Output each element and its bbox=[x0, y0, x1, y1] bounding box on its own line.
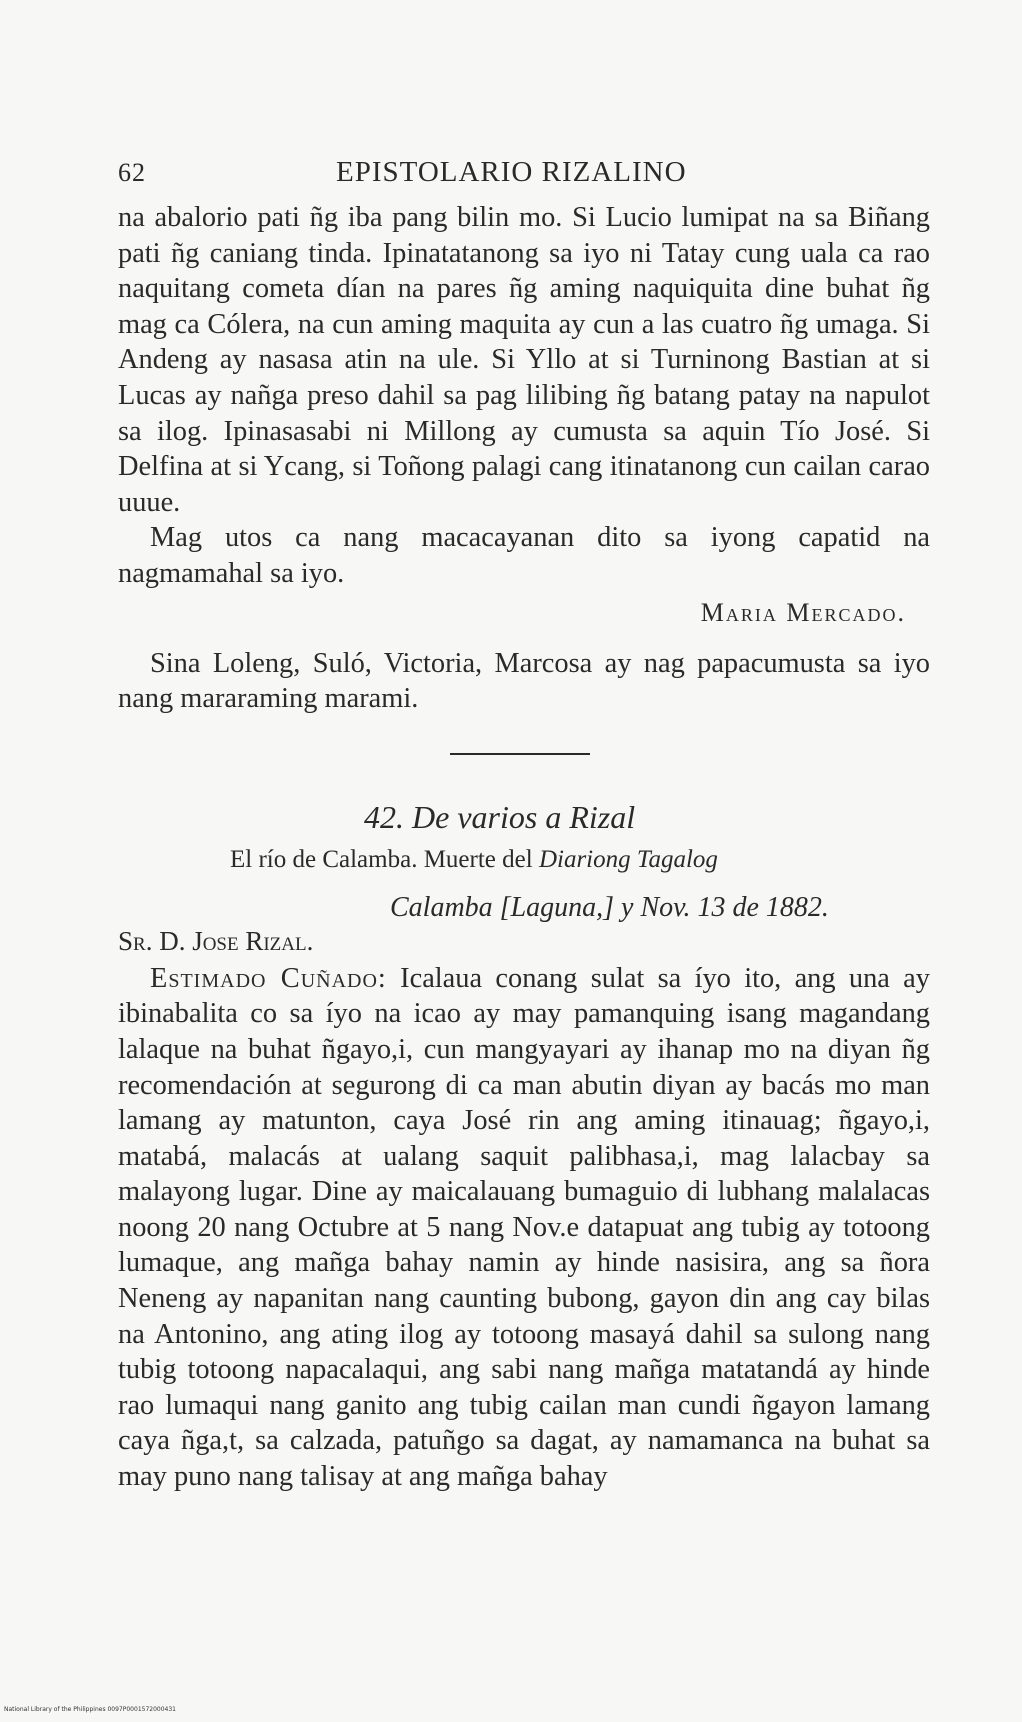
page-number: 62 bbox=[118, 158, 146, 187]
letter-42-number: 42. bbox=[364, 798, 404, 835]
letter-41-paragraph-2: Mag utos ca nang macacayanan dito sa iyong capatid na nagmamahal sa iyo. bbox=[118, 522, 930, 589]
section-divider bbox=[450, 753, 590, 755]
letter-41-postscript: Sina Loleng, Suló, Victoria, Marcosa ay nag papacumusta sa iyo nang mararaming marami. bbox=[118, 647, 930, 715]
footer-credit: National Library of the Philippines 0097P0001572000431 bbox=[4, 1706, 176, 1713]
letter-42-dateline: Calamba [Laguna,] y Nov. 13 de 1882. bbox=[390, 891, 829, 923]
letter-41-paragraph-1: na abalorio pati ñg iba pang bilin mo. Si Lucio lumipat na sa Biñang pati ñg caniang tinda. Ipinatatanong sa iyo ni Tatay cung uala ca rao naquitang cometa dían na pares ñg aming naquiquita dine buhat ñg mag ca Cólera, na cun aming maquita ay cun a las cuatro ñg umaga. Si Andeng ay nasasa atin na ule. Si Yllo at si Turninong Bastian at si Lucas ay nañga preso dahil sa pag lilibing ñg batang patay na napulot sa ilog. Ipinasasabi ni Millong ay cumusta sa aquin Tío José. Si Delfina at si Ycang, si Toñong palagi cang itinatanong cun cailan carao uuue. bbox=[118, 202, 930, 518]
letter-42-summary-text: El río de Calamba. Muerte del bbox=[230, 845, 533, 873]
letter-42-addressee: Sr. D. Jose Rizal. bbox=[118, 925, 314, 956]
letter-42-summary bbox=[230, 846, 930, 874]
letter-42-salutation: Estimado Cuñado: bbox=[150, 962, 387, 994]
letter-42-body bbox=[118, 961, 930, 1495]
letter-42-body-text: Icalaua conang sulat sa íyo ito, ang una ay ibinabalita co sa íyo na icao ay may pamanquing isang magandang lalaque na buhat ñgayo,i, cun mangyayari ay ihanap mo na diyan ñg recomendación at segurong di ca man abutin diyan ay bacás mo man lamang ay matunton, caya José rin ang aming itinauag; ñgayo,i, matabá, malacás at ualang saquit palibhasa,i, mag lalacbay sa malayong lugar. Dine ay maicalauang bumaguio di lubhang malalacas noong 20 nang Octubre at 5 nang Nov.e datapuat ang tubig ay totoong lumaque, ang mañga bahay namin ay hinde nasisira, ang sa ñora Neneng ay napanitan nang caunting bubong, gayon din ang cay bilas na Antonino, ang ating ilog ay totoong masayá dahil sa sulong nang tubig totoong napacalaqui, ang sabi nang mañga matatandá ay hinde rao lumaqui nang ganito ang tubig cailan man cundi ñgayon lamang caya ñga,t, sa calzada, patuñgo sa dagat, ay namamanca na buhat sa may puno nang talisay at ang mañga bahay bbox=[118, 962, 930, 1493]
letter-42-summary-italic: Diariong Tagalog bbox=[538, 845, 718, 873]
running-title: EPISTOLARIO RIZALINO bbox=[336, 156, 687, 188]
letter-41-signature: Maria Mercado. bbox=[700, 597, 906, 627]
book-page bbox=[118, 150, 930, 1495]
letter-42-heading bbox=[364, 799, 930, 836]
letter-42 bbox=[118, 799, 930, 1495]
letter-41-continuation bbox=[118, 200, 930, 717]
running-head bbox=[118, 150, 930, 200]
letter-42-title: De varios a Rizal bbox=[412, 798, 636, 835]
